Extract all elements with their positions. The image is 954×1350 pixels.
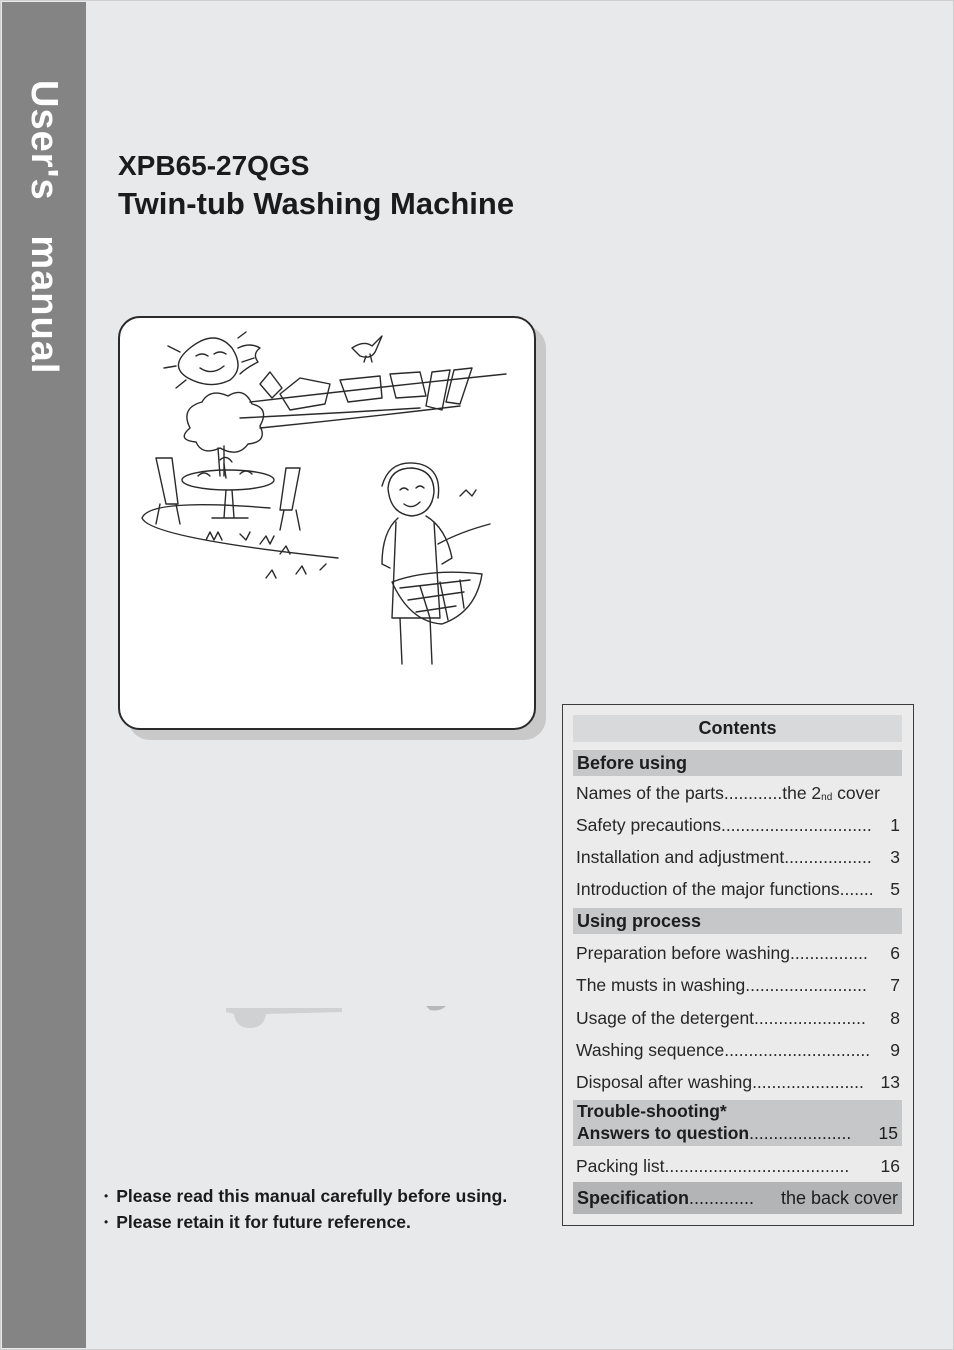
section-trouble-shooting[interactable] — [573, 1100, 902, 1146]
note-read-manual: • Please read this manual carefully before using. — [104, 1186, 508, 1206]
section-before-using: Before using — [573, 750, 902, 776]
bird-icon — [352, 336, 382, 362]
toc-item-packing-list[interactable]: Packing list ...................................... 16 — [576, 1156, 900, 1176]
sun-icon — [164, 332, 260, 388]
ground-lines — [142, 490, 490, 578]
laundry-line — [240, 368, 506, 428]
toc-item-safety[interactable]: Safety precautions ............................... 1 — [576, 815, 900, 835]
contents-title: Contents — [573, 715, 902, 742]
toc-item-preparation[interactable]: Preparation before washing ................ 6 — [576, 943, 900, 963]
model-number: XPB65-27QGS — [118, 150, 310, 181]
product-name: Twin-tub Washing Machine — [118, 186, 515, 221]
trouble-shooting-label: Trouble-shooting* — [577, 1101, 727, 1121]
toc-item-installation[interactable]: Installation and adjustment .................. 3 — [576, 847, 900, 867]
woman-with-basket — [382, 463, 482, 664]
toc-item-washing-sequence[interactable]: Washing sequence .............................. 9 — [576, 1040, 900, 1060]
toc-item-introduction[interactable]: Introduction of the major functions ....... 5 — [576, 879, 900, 899]
toc-item-answers: Answers to question ..................... 15 — [577, 1123, 898, 1143]
section-using-process: Using process — [573, 908, 902, 934]
toc-item-musts[interactable]: The musts in washing ......................... 7 — [576, 975, 900, 995]
users-manual-title: User's manual — [23, 80, 65, 375]
toc-item-detergent[interactable]: Usage of the detergent ....................... 8 — [576, 1008, 900, 1028]
toc-item-disposal[interactable]: Disposal after washing ....................... 13 — [576, 1072, 900, 1092]
note-retain-manual: • Please retain it for future reference. — [104, 1212, 411, 1232]
cover-illustration — [118, 316, 536, 730]
toc-item-names-of-parts[interactable]: Names of the parts............the $2_{nd}$ cover — [576, 783, 880, 803]
machine-foot-shape — [226, 1006, 456, 1032]
usage-notes — [104, 1186, 507, 1238]
contents-box — [562, 704, 914, 1226]
section-specification[interactable]: Specification ............. the back cover — [573, 1182, 902, 1214]
patio-table — [156, 457, 300, 530]
